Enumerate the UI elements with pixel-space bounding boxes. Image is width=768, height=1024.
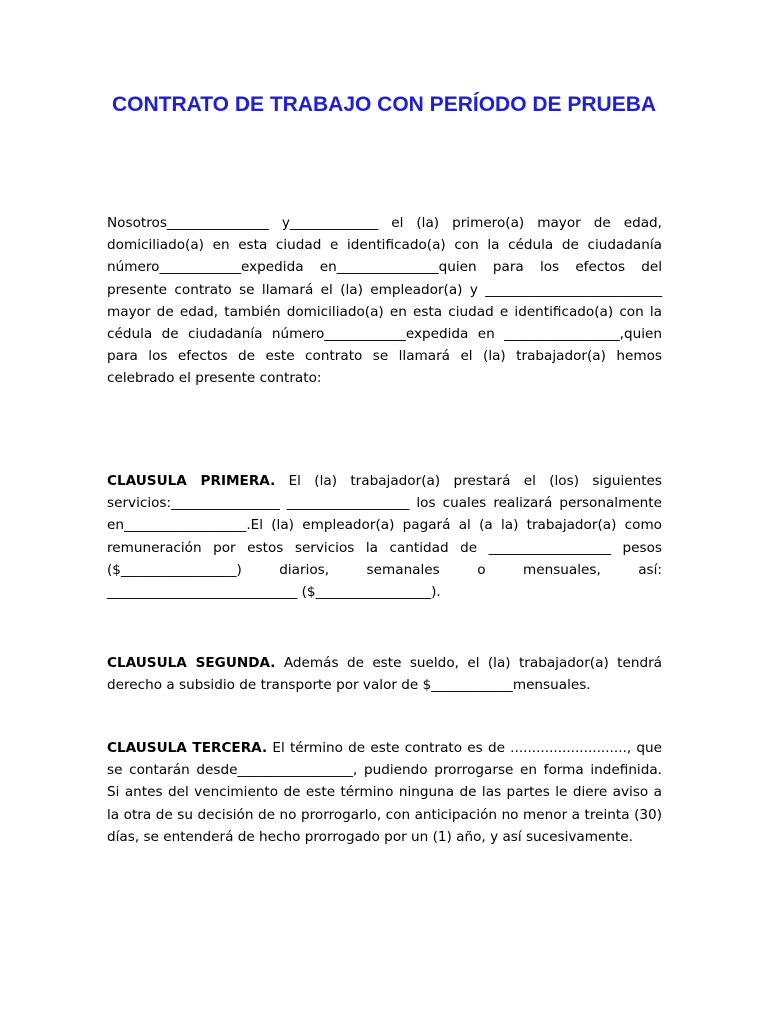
document-title: CONTRATO DE TRABAJO CON PERÍODO DE PRUEBA [111,93,657,116]
intro-paragraph: Nosotros_______________ y_____________ el (la) primero(a) mayor de edad, domiciliado(a) en esta ciudad e identificado(a) con la cédula de ciudadanía número____________expedida en_______________quien para los efectos del presente contrato se llamará el (la) empleador(a) y __________________________ mayor de edad, también domiciliado(a) en esta ciudad e identificado(a) con la cédula de ciudadanía número____________expedida en _________________,quien para los efectos de este contrato se llamará el (la) trabajador(a) hemos celebrado el presente contrato: [107,215,662,387]
clause-tercera-heading: CLAUSULA TERCERA. [107,740,268,756]
clause-tercera [107,737,662,848]
clause-tercera-text: El término de este contrato es de ..........................., que se contarán desde_________________, pudiendo prorrogarse en forma indefinida. Si antes del vencimiento de este término ninguna de las partes le diere aviso a la otra de su decisión de no prorrogarlo, con anticipación no menor a treinta (30) días, se entenderá de hecho prorrogado por un (1) año, y así sucesivamente. [107,740,662,845]
clause-segunda-text: Además de este sueldo, el (la) trabajador(a) tendrá derecho a subsidio de transporte por valor de $____________mensuales. [107,655,662,694]
clause-segunda [107,652,662,696]
clause-segunda-heading: CLAUSULA SEGUNDA. [107,655,276,671]
clause-primera [107,470,662,603]
clause-primera-text: El (la) trabajador(a) prestará el (los) siguientes servicios:________________ __________________ los cuales realizará personalmente en__________________.El (la) empleador(a) pagará al (a la) trabajador(a) como remuneración por estos servicios la cantidad de __________________ pesos ($_________________) diarios, semanales o mensuales, así: ____________________________ ($_________________). [107,473,662,601]
clause-primera-heading: CLAUSULA PRIMERA. [107,473,276,489]
